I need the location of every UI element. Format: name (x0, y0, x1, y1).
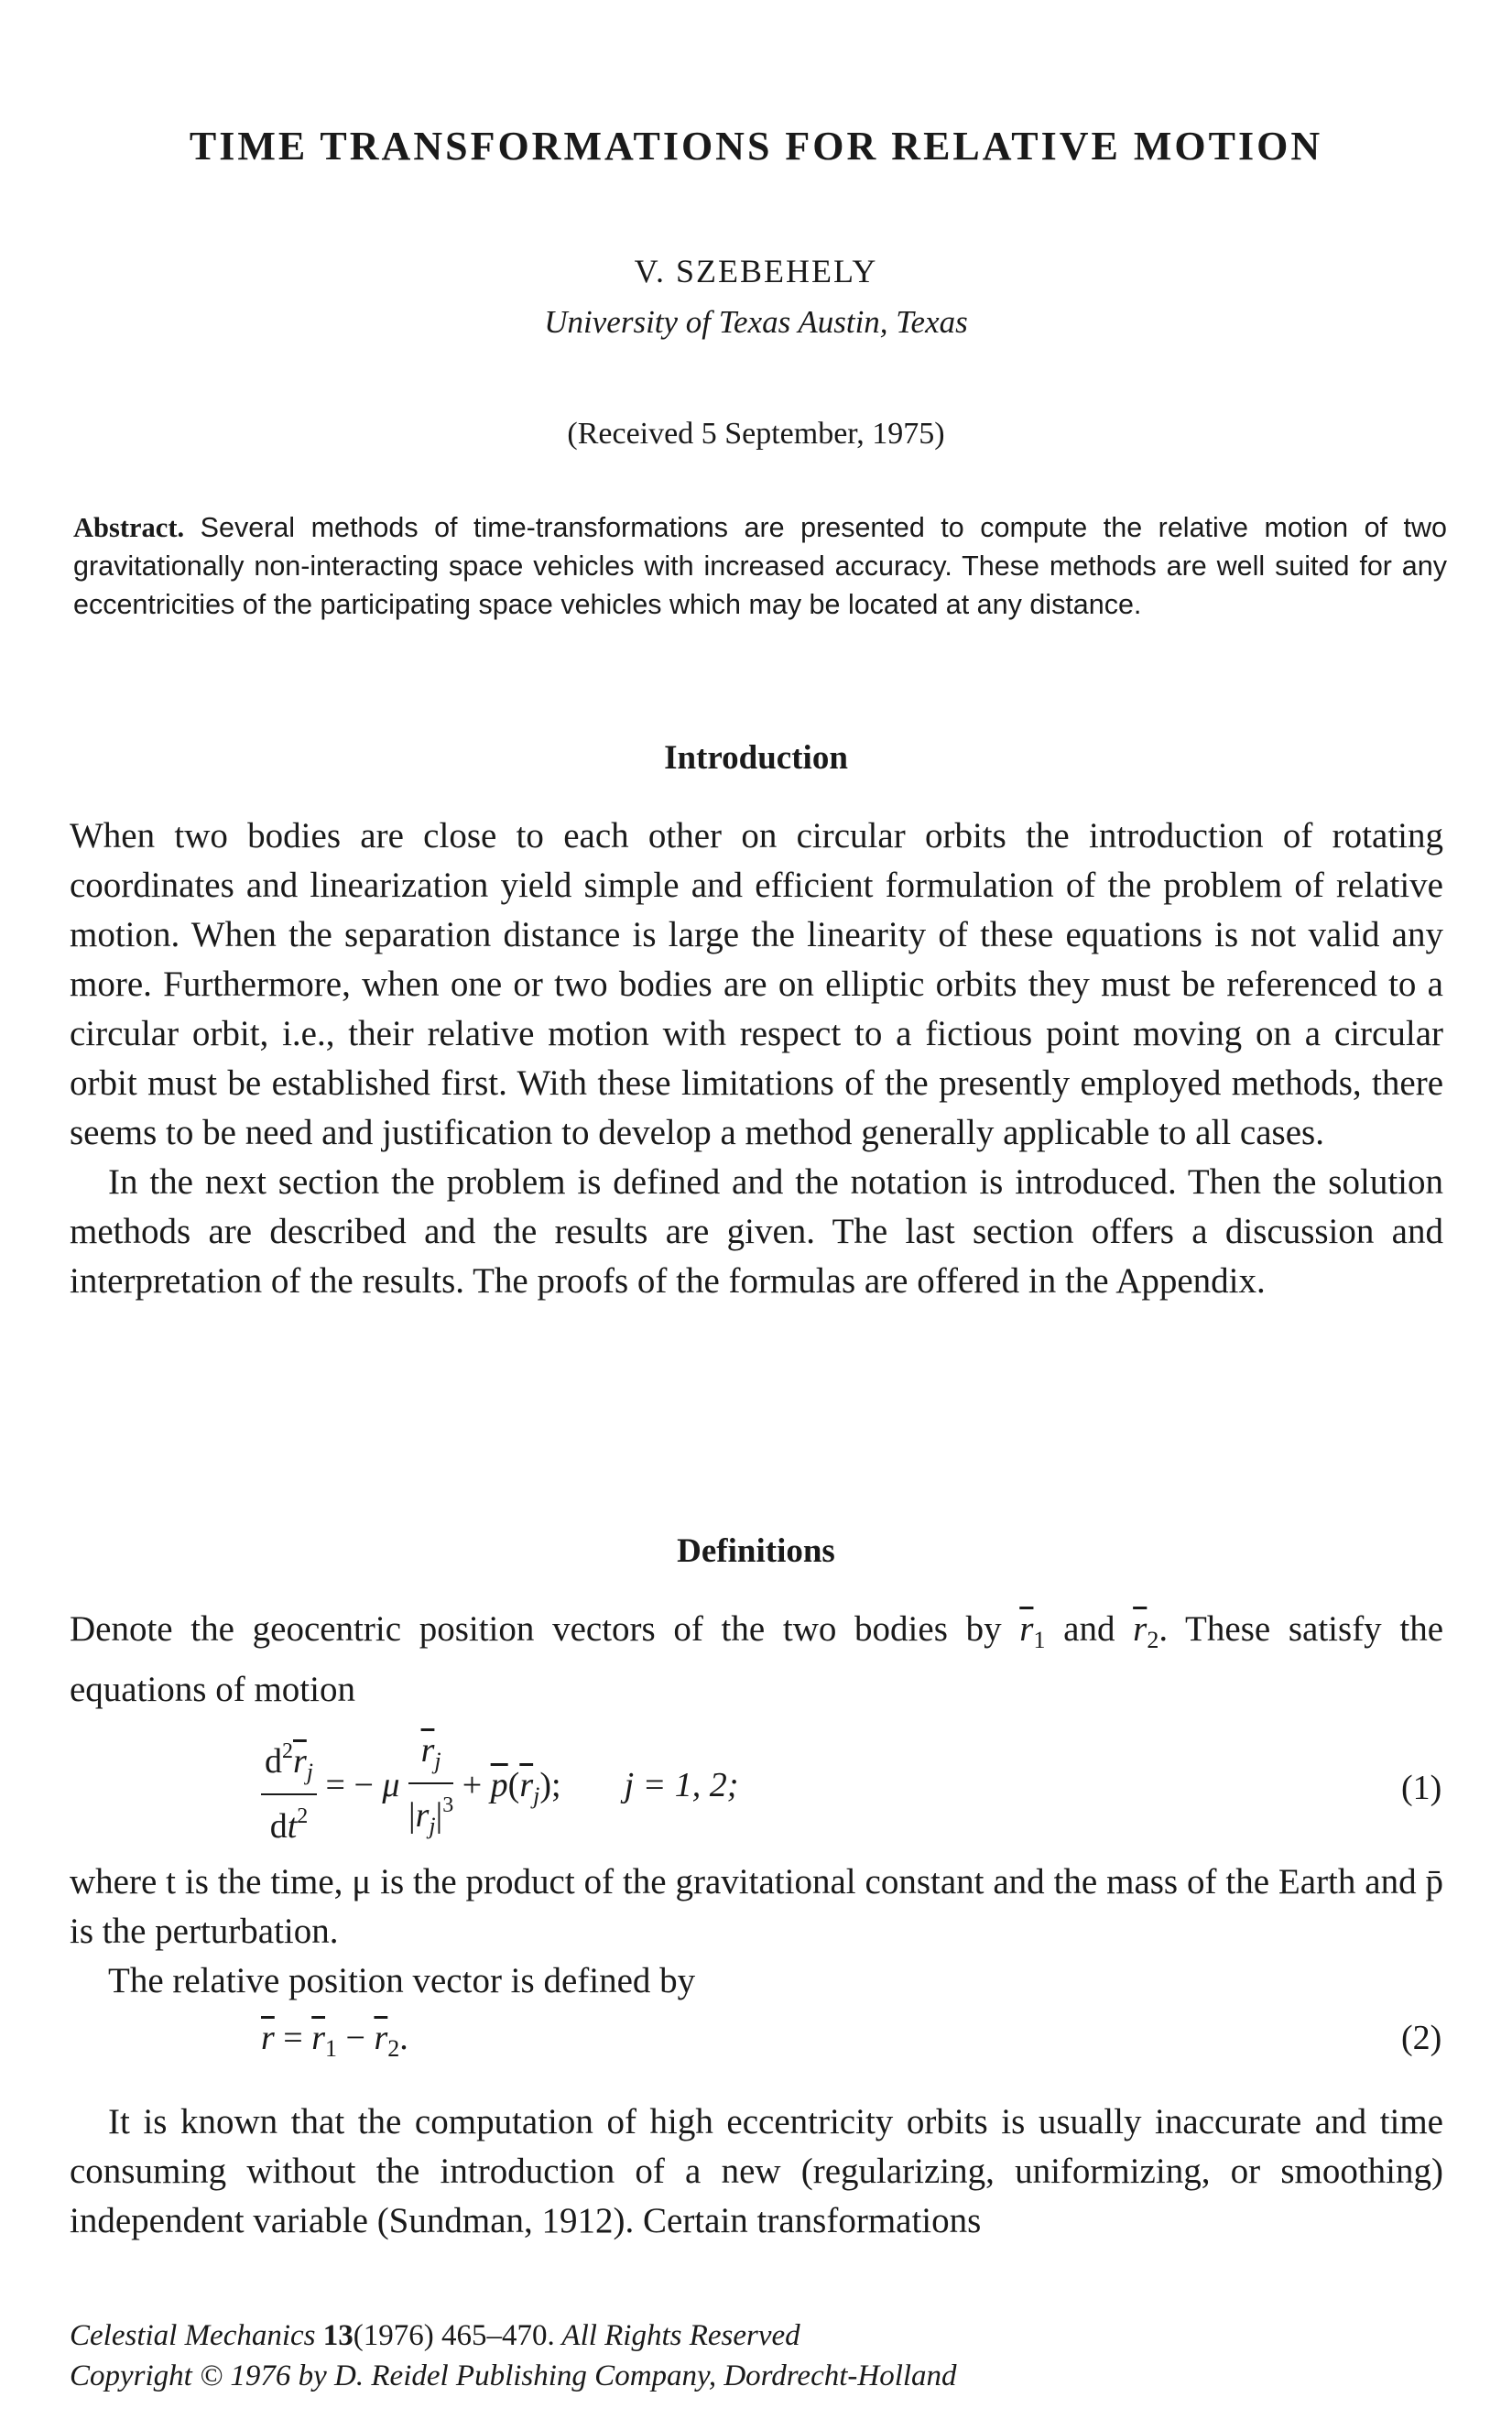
definitions-paragraph-2: where t is the time, μ is the product of the gravitational constant and the mass of the Earth and p̄ is the perturbation. (70, 1862, 1443, 1951)
vector-r1: $\overline{r}_1$ (1019, 1609, 1046, 1653)
rights-notice: All Rights Reserved (561, 2319, 800, 2352)
definitions-body-3 (70, 2098, 1443, 2246)
author-affiliation: University of Texas Austin, Texas (544, 304, 968, 340)
copyright-notice: Copyright © 1976 by D. Reidel Publishing Company, Dordrecht-Holland (70, 2359, 957, 2392)
definitions-text-a: Denote the geocentric position vectors of the two bodies by (70, 1609, 1002, 1649)
eq1-condition: j = 1, 2; (624, 1766, 739, 1805)
definitions-body-2 (70, 1858, 1443, 2006)
abstract-label: Abstract. (73, 512, 185, 543)
journal-pages: (1976) 465–470. (353, 2319, 555, 2352)
journal-name: Celestial Mechanics (70, 2319, 316, 2352)
definitions-text-and: and (1063, 1609, 1115, 1649)
journal-footer (70, 2315, 957, 2396)
journal-volume: 13 (322, 2319, 354, 2352)
author-name: V. SZEBEHELY (634, 253, 878, 289)
abstract (73, 508, 1447, 624)
abstract-text: Several methods of time-transformations are presented to compute the relative motion of two gravitationally non-interacting space vehicles with increased accuracy. These methods are well suited for any eccentricities of the participating space vehicles which may be located at any distance. (73, 512, 1447, 620)
received-date: (Received 5 September, 1975) (567, 417, 945, 451)
equation-1: $\frac{d^2\overline{r}_j}{dt^2}$ = − μ $\frac{\overline{r}_j}{|r_j|^3}$ + $\overline{p}(\overline{r}_j)$; j = 1, 2; (261, 1729, 738, 1847)
introduction-body (70, 812, 1443, 1306)
section-heading-definitions: Definitions (677, 1532, 835, 1570)
definitions-text-b: . These satisfy the equations of motion (70, 1609, 1444, 1709)
vector-r2: $\overline{r}_2$ (1133, 1609, 1159, 1653)
equation-1-number: (1) (1401, 1769, 1442, 1807)
definitions-paragraph-1 (70, 1605, 1443, 1715)
definitions-paragraph-3: The relative position vector is defined by (108, 1961, 696, 2000)
paper-title: TIME TRANSFORMATIONS FOR RELATIVE MOTION (189, 124, 1323, 169)
introduction-paragraph-1: When two bodies are close to each other on circular orbits the introduction of rotating coordinates and linearization yield simple and efficient formulation of the problem of relative motion. When the separation distance is large the linearity of these equations is not valid any more. Furthermore, when one or two bodies are on elliptic orbits they must be referenced to a circular orbit, i.e., their relative motion with respect to a fictious point moving on a circular orbit must be established first. With these limitations of the presently employed methods, there seems to be need and justification to develop a method generally applicable to all cases. (70, 816, 1443, 1152)
introduction-paragraph-2: In the next section the problem is defined and the notation is introduced. Then the solution methods are described and the results are given. The last section offers a discussion and interpretation of the results. The proofs of the formulas are offered in the Appendix. (70, 1162, 1443, 1301)
eq1-rhs-fraction: $\frac{\overline{r}_j}{|r_j|^3}$ (408, 1731, 454, 1839)
definitions-paragraph-4: It is known that the computation of high eccentricity orbits is usually inaccurate and time consuming without the introduction of a new (regularizing, uniformizing, or smoothing) independent variable (Sundman, 1912). Certain transformations (70, 2102, 1443, 2240)
equation-2: $\overline{r} = \overline{r}_1 - \overline{r}_2$. (261, 2019, 408, 2062)
equation-2-number: (2) (1401, 2019, 1442, 2057)
section-heading-introduction: Introduction (664, 739, 848, 777)
eq1-lhs-fraction: $\frac{d^2\overline{r}_j}{dt^2}$ (261, 1730, 317, 1847)
